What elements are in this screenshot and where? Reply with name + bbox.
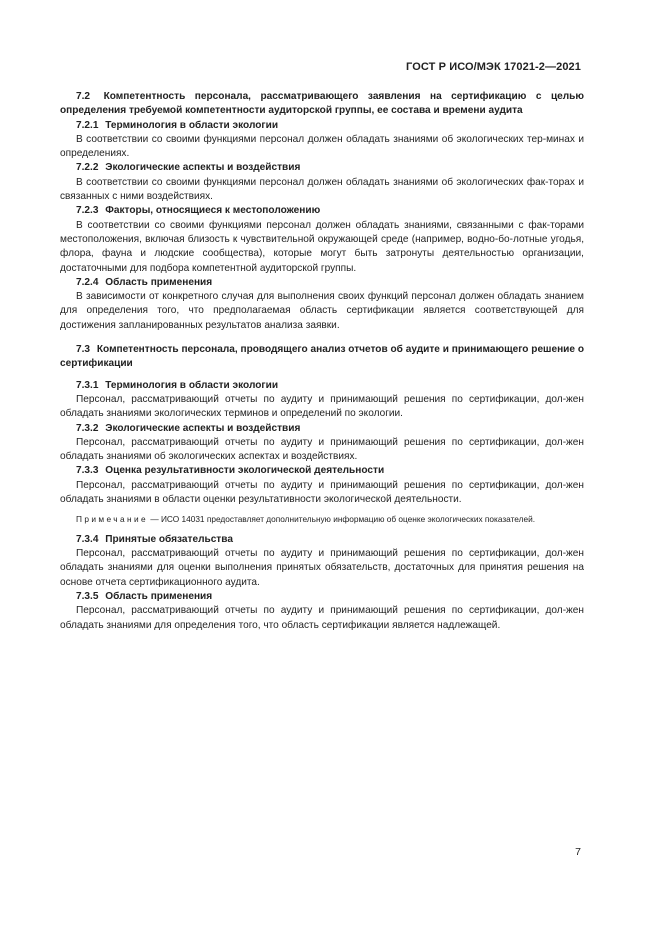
section-7-2-heading bbox=[60, 90, 584, 119]
section-number: 7.3 bbox=[76, 344, 91, 356]
section-title: Область применения bbox=[105, 276, 213, 288]
section-7-3-4-heading bbox=[76, 533, 584, 547]
document-standard-id: ГОСТ Р ИСО/МЭК 17021-2—2021 bbox=[406, 61, 581, 73]
section-7-2-2-heading bbox=[76, 161, 584, 175]
spacer bbox=[60, 526, 584, 533]
section-7-3-2-heading bbox=[76, 422, 584, 436]
section-7-3-5-heading bbox=[76, 590, 584, 604]
section-7-3-3-text: Персонал, рассматривающий отчеты по аудиту и принимающий решения по сертификации, дол-жен обладать знаниями в области оценки результативности экологической деятельности. bbox=[60, 479, 584, 506]
section-7-2-3-heading bbox=[76, 204, 584, 218]
section-7-2-4-heading bbox=[76, 276, 584, 290]
section-number: 7.2.2 bbox=[76, 162, 99, 174]
section-7-2-1-heading bbox=[76, 119, 584, 133]
section-number: 7.3.1 bbox=[76, 379, 99, 391]
section-title: Компетентность персонала, рассматривающего заявления на сертификацию с целью определения требуемой компетентности аудиторской группы, ее состава и времени аудита bbox=[60, 91, 585, 117]
section-number: 7.3.4 bbox=[76, 533, 99, 545]
section-7-2-3-text: В соответствии со своими функциями персонал должен обладать знаниями, связанными с фак-торами местоположения, включая близость к чувствительной окружающей среде (например, водно-бо-лотные угодья, флора, фауна и людские сообщества), которые могут быть затронуты деятельностью организации, достаточными для подбора компетентной аудиторской группы. bbox=[60, 219, 584, 274]
section-7-3-3-heading bbox=[76, 464, 584, 478]
note bbox=[60, 514, 584, 526]
section-title: Компетентность персонала, проводящего анализ отчетов об аудите и принимающего решение о сертификации bbox=[60, 344, 585, 370]
section-7-2-2-text: В соответствии со своими функциями персонал должен обладать знаниями об экологических фак-торах и связанных с ними воздействиях. bbox=[60, 176, 584, 203]
spacer bbox=[60, 507, 584, 514]
section-title: Терминология в области экологии bbox=[105, 379, 279, 391]
section-7-3-1-text: Персонал, рассматривающий отчеты по аудиту и принимающий решения по сертификации, дол-жен обладать знаниями экологических терминов и определений по экологии. bbox=[60, 393, 584, 420]
section-7-2-1-text: В соответствии со своими функциями персонал должен обладать знаниями об экологических тер-минах и определениях. bbox=[60, 133, 584, 160]
section-7-3-1-heading bbox=[76, 379, 584, 393]
note-text: — ИСО 14031 предоставляет дополнительную информацию об оценке экологических показателей. bbox=[148, 514, 536, 525]
section-title: Принятые обязательства bbox=[105, 533, 233, 545]
section-number: 7.2.4 bbox=[76, 276, 99, 288]
section-number: 7.3.2 bbox=[76, 422, 99, 434]
section-number: 7.2.1 bbox=[76, 119, 99, 131]
section-title: Оценка результативности экологической деятельности bbox=[105, 465, 385, 477]
section-7-3-2-text: Персонал, рассматривающий отчеты по аудиту и принимающий решения по сертификации, дол-жен обладать знаниями об экологических аспектах и воздействиях. bbox=[60, 436, 584, 463]
section-title: Экологические аспекты и воздействия bbox=[105, 162, 301, 174]
section-title: Факторы, относящиеся к местоположению bbox=[105, 205, 321, 217]
section-title: Область применения bbox=[105, 591, 213, 602]
page-number: 7 bbox=[575, 846, 581, 858]
section-number: 7.3.5 bbox=[76, 591, 99, 602]
section-number: 7.3.3 bbox=[76, 465, 99, 477]
section-number: 7.2.3 bbox=[76, 205, 99, 217]
document-body bbox=[60, 90, 584, 633]
section-7-3-5-text: Персонал, рассматривающий отчеты по аудиту и принимающий решения по сертификации, дол-жен обладать знаниями для определения того, что область сертификации является надлежащей. bbox=[60, 605, 584, 631]
note-label: Примечание bbox=[76, 514, 149, 525]
section-title: Терминология в области экологии bbox=[105, 119, 279, 131]
section-7-3-heading bbox=[60, 343, 584, 372]
section-title: Экологические аспекты и воздействия bbox=[105, 422, 301, 434]
spacer bbox=[60, 372, 584, 379]
spacer bbox=[60, 333, 584, 343]
section-7-3-4-text: Персонал, рассматривающий отчеты по аудиту и принимающий решения по сертификации, дол-жен обладать знаниями для оценки выполнения принятых обязательств, достаточных для принятия решения на основе отчета сертификационного аудита. bbox=[60, 548, 584, 588]
section-7-2-4-text: В зависимости от конкретного случая для выполнения своих функций персонал должен обладать знанием для определения того, что предполагаемая область сертификации является соответствующей для достижения запланированных результатов анализа заявки. bbox=[60, 291, 584, 331]
section-number: 7.2 bbox=[76, 91, 91, 102]
